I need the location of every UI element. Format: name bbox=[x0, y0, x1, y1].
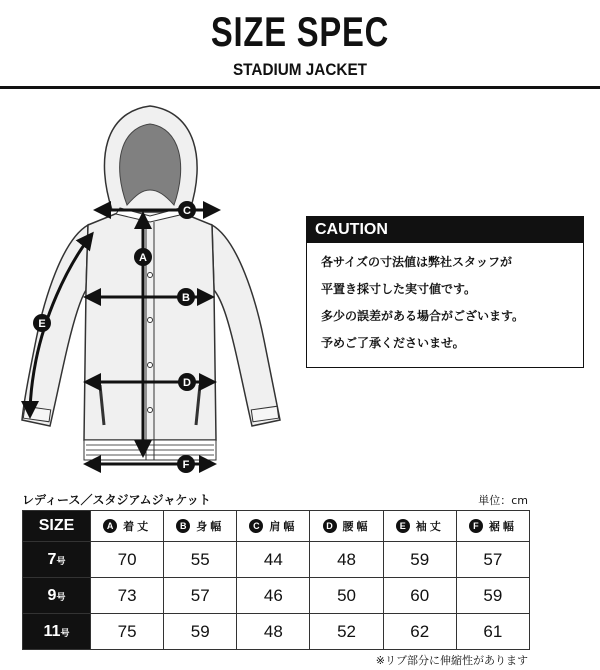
caution-line: 予めご了承くださいませ。 bbox=[321, 336, 465, 350]
table-cell: 61 bbox=[456, 614, 529, 650]
table-cell: 59 bbox=[383, 542, 456, 578]
jacket-diagram bbox=[0, 95, 300, 480]
table-header-row bbox=[23, 511, 530, 542]
table-cell: 57 bbox=[456, 542, 529, 578]
size-header: SIZE bbox=[23, 511, 91, 542]
marker-a bbox=[134, 248, 152, 266]
table-row bbox=[23, 578, 530, 614]
marker-f bbox=[177, 455, 195, 473]
table-cell: 75 bbox=[91, 614, 164, 650]
table-cell: 52 bbox=[310, 614, 383, 650]
jacket-right-sleeve bbox=[212, 225, 280, 426]
table-cell: 70 bbox=[91, 542, 164, 578]
table-row bbox=[23, 614, 530, 650]
svg-text:D: D bbox=[183, 377, 191, 389]
col-header: A 着丈 bbox=[91, 511, 164, 542]
table-cell: 59 bbox=[456, 578, 529, 614]
col-header: B 身幅 bbox=[164, 511, 237, 542]
table-note: ※リブ部分に伸縮性があります bbox=[375, 654, 528, 667]
header-divider bbox=[0, 86, 600, 89]
table-cell: 50 bbox=[310, 578, 383, 614]
table-row bbox=[23, 542, 530, 578]
marker-e bbox=[33, 314, 51, 332]
caution-line: 平置き採寸した実寸値です。 bbox=[321, 282, 477, 296]
page-title: SIZE SPEC bbox=[210, 8, 390, 55]
table-cell: 59 bbox=[164, 614, 237, 650]
page-subtitle: STADIUM JACKET bbox=[232, 60, 368, 79]
table-cell: 44 bbox=[237, 542, 310, 578]
table-cell: 57 bbox=[164, 578, 237, 614]
size-label: 9号 bbox=[23, 578, 91, 614]
marker-d bbox=[178, 373, 196, 391]
size-label: 7号 bbox=[23, 542, 91, 578]
table-cell: 73 bbox=[91, 578, 164, 614]
svg-text:B: B bbox=[182, 292, 190, 304]
marker-b bbox=[177, 288, 195, 306]
col-header: C 肩幅 bbox=[237, 511, 310, 542]
table-caption: レディース／スタジアムジャケット bbox=[22, 493, 211, 507]
size-label: 11号 bbox=[23, 614, 91, 650]
col-header: E 袖丈 bbox=[383, 511, 456, 542]
table-cell: 48 bbox=[237, 614, 310, 650]
table-cell: 48 bbox=[310, 542, 383, 578]
unit-label: 単位：cm bbox=[478, 494, 528, 507]
svg-text:C: C bbox=[183, 205, 191, 217]
marker-c bbox=[178, 201, 196, 219]
svg-text:F: F bbox=[182, 459, 190, 471]
size-table bbox=[22, 510, 530, 650]
table-cell: 60 bbox=[383, 578, 456, 614]
table-cell: 55 bbox=[164, 542, 237, 578]
caution-line: 各サイズの寸法値は弊社スタッフが bbox=[321, 255, 513, 269]
caution-line: 多少の誤差がある場合がございます。 bbox=[321, 309, 525, 323]
col-header: F 裾幅 bbox=[456, 511, 529, 542]
caution-heading: CAUTION bbox=[307, 217, 583, 243]
svg-text:E: E bbox=[38, 318, 46, 330]
caution-box bbox=[306, 216, 584, 368]
col-header: D 腰幅 bbox=[310, 511, 383, 542]
jacket-body bbox=[84, 212, 216, 440]
table-cell: 62 bbox=[383, 614, 456, 650]
table-cell: 46 bbox=[237, 578, 310, 614]
svg-text:A: A bbox=[139, 252, 147, 264]
